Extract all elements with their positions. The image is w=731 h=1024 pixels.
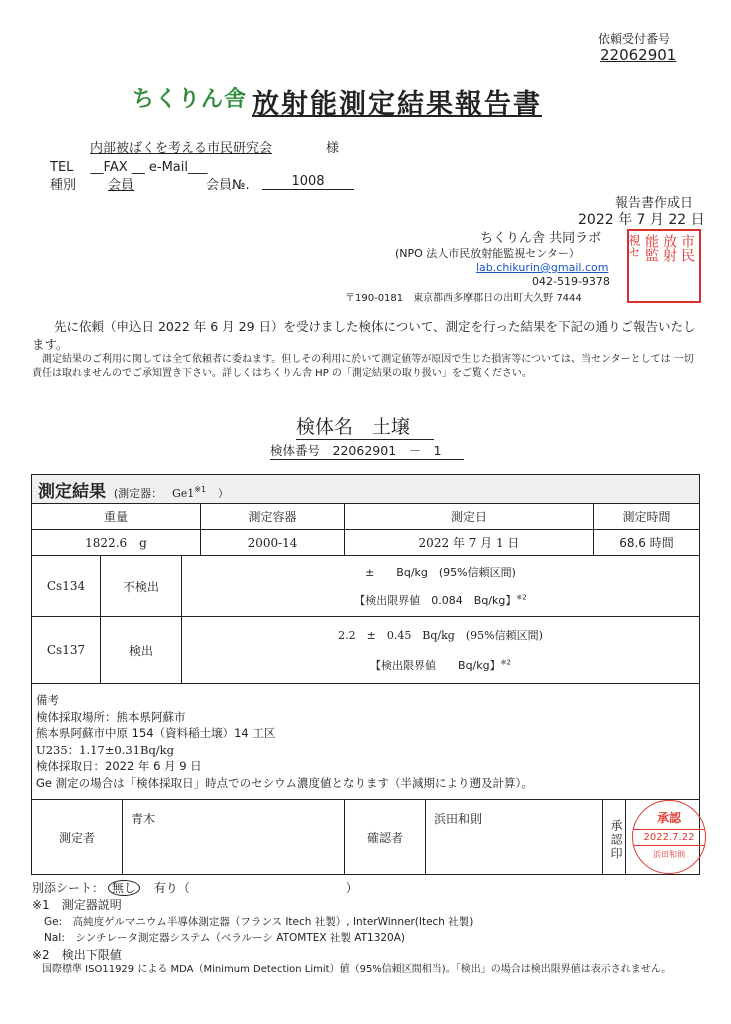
client-name: 内部被ばくを考える市民研究会: [90, 141, 273, 156]
note1-nai: NaI: シンチレータ測定器システム（ベラルーシ ATOMTEX 社製 AT1320A): [44, 932, 406, 944]
logo: ちくりん舎: [132, 87, 248, 112]
contact-line: TEL __FAX __ e-Mail___: [50, 160, 208, 175]
page-title: 放射能測定結果報告書: [252, 89, 542, 120]
results-table: [31, 474, 700, 875]
measurer-name: 青木: [123, 800, 345, 874]
cs134-limit: 【検出限界値 0.084 Bq/kg】$^{※2}$: [354, 593, 527, 607]
intro-paragraph: 先に依頼（申込日 2022 年 6 月 29 日）を受けました検体について、測定を行った結果を下記の通りご報告いたします。: [32, 319, 696, 352]
attachment-none: 無し: [108, 880, 140, 896]
receipt-label: 依頼受付番号: [598, 32, 671, 46]
note1-title: ※1 測定器説明: [32, 898, 122, 912]
cs134-row: [32, 556, 700, 617]
weight-value: 1822.6 g: [32, 530, 201, 556]
remarks-u235: U235：1.17±0.31Bq/kg: [36, 742, 175, 757]
member-number: 1008: [262, 174, 354, 190]
cs137-row: [32, 617, 700, 684]
approval-stamp: 承認 2022.7.22 浜田和則: [632, 800, 706, 874]
client-honorific: 様: [326, 141, 340, 156]
measurer-label: 測定者: [32, 800, 123, 874]
member-label: 会員№.: [206, 178, 250, 193]
attachment-yes: 有り（ ）: [153, 881, 358, 895]
cs134-status: 不検出: [101, 556, 182, 616]
container-value: 2000-14: [201, 530, 345, 556]
sample-number: 検体番号 22062901 － 1: [270, 441, 464, 460]
cs134-nuclide: Cs134: [32, 556, 101, 616]
cs137-limit: 【検出限界値 Bq/kg】$^{※2}$: [370, 658, 511, 672]
remarks-address: 熊本県阿蘇市中原 154（資料稲土壌）14 工区: [36, 726, 276, 740]
duration-value: 68.6 時間: [594, 530, 700, 556]
receipt-number: 22062901: [600, 46, 677, 64]
email-link[interactable]: lab.chikurin@gmail.com: [476, 261, 609, 274]
note1-ge: Ge: 高純度ゲルマニウム半導体測定器（フランス Itech 社製）, InterWinner(Itech 社製): [44, 916, 474, 928]
cs137-status: 検出: [101, 617, 182, 683]
cs134-value: ± Bq/kg (95%信頼区間): [365, 566, 516, 579]
created-date: 2022 年 7 月 22 日: [578, 212, 705, 228]
type-value: 会員: [107, 178, 134, 193]
remarks-location: 検体採取場所：熊本県阿蘇市: [36, 709, 186, 724]
col-date: 測定日: [345, 504, 594, 530]
disclaimer-paragraph: 測定結果のご利用に関しては全て依頼者に委ねます。但しその利用に於いて測定値等が原因で生じた損害等については、当センターとしては 一切責任は取れませんのでご承知置き下さい。詳しくはちくりん舎 HP の「測定結果の取り扱い」をご覧ください。: [32, 354, 694, 379]
date-value: 2022 年 7 月 1 日: [345, 530, 594, 556]
remarks-row: [32, 684, 700, 800]
remarks-date: 検体採取日：2022 年 6 月 9 日: [36, 759, 202, 773]
sample-name: 検体名 土壌: [296, 412, 434, 440]
type-label: 種別: [50, 178, 77, 193]
phone: 042-519-9378: [532, 275, 610, 288]
checker-name: 浜田和則: [426, 800, 603, 874]
signature-row: [32, 800, 700, 875]
results-heading: 測定結果 (測定器： Ge1$^{※1}$ ）: [32, 475, 700, 504]
col-weight: 重量: [32, 504, 201, 530]
col-duration: 測定時間: [594, 504, 700, 530]
approval-label: 承認印: [603, 800, 626, 874]
lab-name: ちくりん舎 共同ラボ: [480, 231, 602, 246]
remarks-note: Ge 測定の場合は「検体採取日」時点でのセシウム濃度値となります（半減期により遡及計算）。: [36, 775, 533, 790]
note2-text: 国際標準 ISO11929 による MDA（Minimum Detection Limit）値（95%信頼区間相当)。「検出」の場合は検出限界値は表示されません。: [42, 964, 672, 975]
approval-cell: [626, 800, 699, 874]
remarks-title: 備考: [36, 693, 59, 707]
cs137-value: 2.2 ± 0.45 Bq/kg (95%信頼区間): [338, 629, 543, 642]
issuer-org: (NPO 法人市民放射能監視センター）: [395, 247, 580, 260]
address: 〒190-0181 東京都西多摩郡日の出町大久野 7444: [345, 293, 582, 304]
note2-title: ※2 検出下限値: [32, 948, 122, 962]
checker-label: 確認者: [345, 800, 426, 874]
col-container: 測定容器: [201, 504, 345, 530]
cs137-nuclide: Cs137: [32, 617, 101, 683]
created-label: 報告書作成日: [615, 196, 694, 211]
attachment-line: 別添シート： 無し 有り（ ）: [32, 881, 358, 895]
organization-seal: 市民 放射 能監 視セ: [627, 229, 701, 303]
